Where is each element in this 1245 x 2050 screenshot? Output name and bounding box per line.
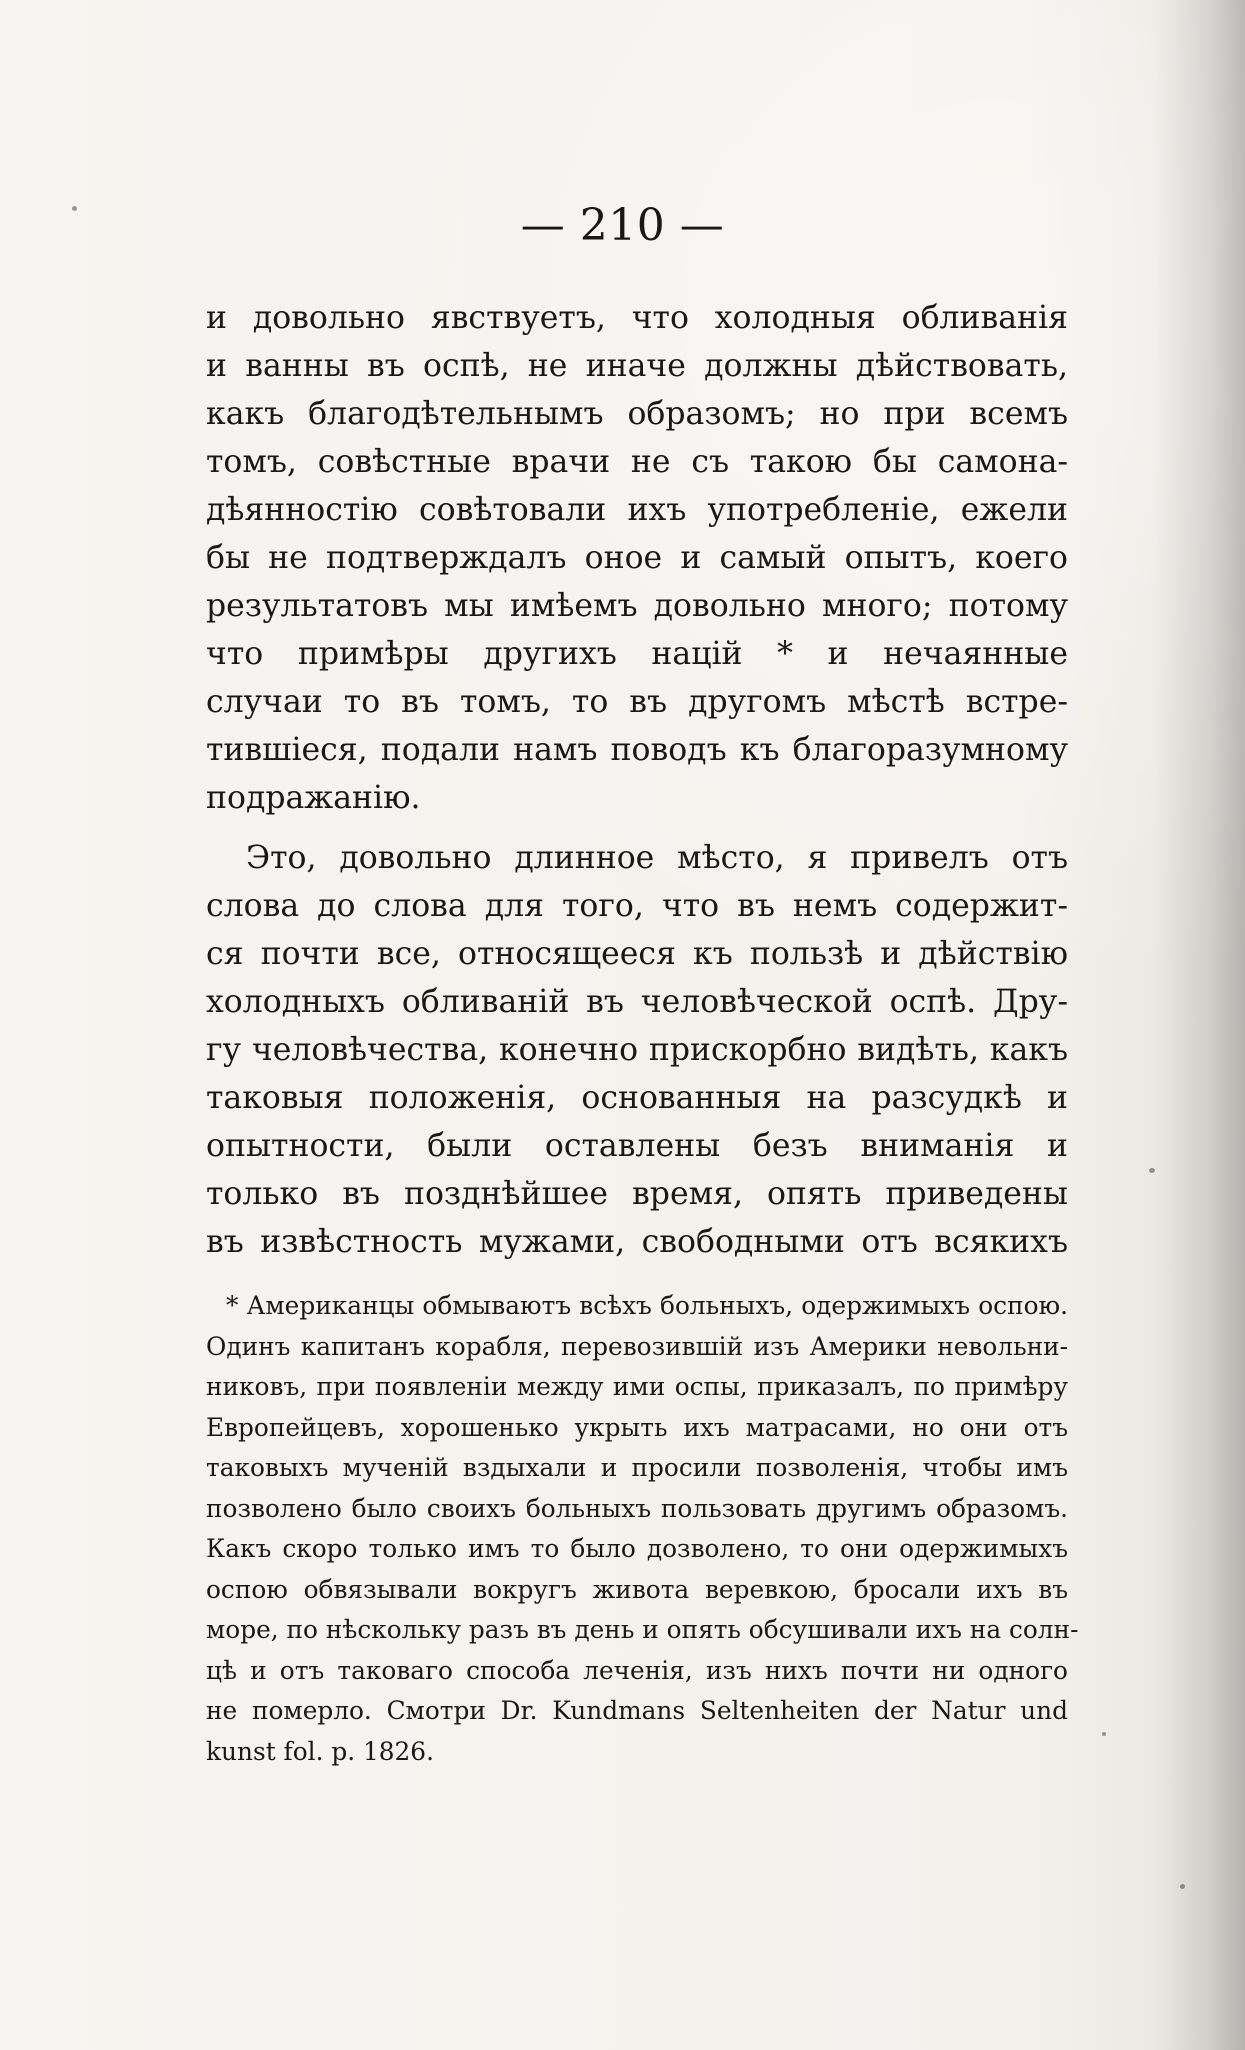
text-line: и ванны въ оспѣ, не иначе должны дѣйствовать, [206, 348, 1068, 384]
paper-speck [1149, 1168, 1155, 1173]
text-line: дѣянностію совѣтовали ихъ употребленіе, ежели [206, 492, 1068, 528]
footnote-line: Одинъ капитанъ корабля, перевозившій изъ Америки невольни- [206, 1331, 1068, 1361]
text-line: томъ, совѣстные врачи не съ такою бы самона- [206, 444, 1068, 480]
text-line: что примѣры другихъ націй * и нечаянные [206, 636, 1068, 672]
text-line: слова до слова для того, что въ немъ содержит- [206, 888, 1068, 924]
footnote-line: kunst fol. p. 1826. [206, 1736, 434, 1766]
text-line: подражанію. [206, 780, 421, 816]
text-line: какъ благодѣтельнымъ образомъ; но при всемъ [206, 396, 1068, 432]
text-line: только въ позднѣйшее время, опять приведены [206, 1176, 1068, 1212]
paper-speck [72, 206, 77, 211]
footnote-line: Европейцевъ, хорошенько укрыть ихъ матрасами, но они отъ [206, 1412, 1068, 1442]
text-line: бы не подтверждалъ оное и самый опытъ, коего [206, 540, 1068, 576]
paragraph-gap [206, 822, 1068, 834]
paper-speck [1102, 1732, 1106, 1736]
footnote-line: Какъ скоро только имъ то было дозволено, то они одержимыхъ [206, 1534, 1068, 1563]
text-line: въ извѣстность мужами, свободными отъ всякихъ [206, 1224, 1068, 1260]
footnote-line: цѣ и отъ таковаго способа леченія, изъ нихъ почти ни одного [206, 1655, 1068, 1685]
paragraph-2 [206, 834, 1068, 1266]
text-line: Это, довольно длинное мѣсто, я привелъ отъ [246, 840, 1068, 876]
page-number: — 210 — [520, 200, 725, 251]
paragraph-1 [206, 294, 1068, 822]
text-line: опытности, были оставлены безъ вниманія и [206, 1128, 1068, 1164]
text-line: случаи то въ томъ, то въ другомъ мѣстѣ встре- [206, 684, 1068, 720]
footnote [206, 1286, 1079, 1772]
text-line: таковыя положенія, основанныя на разсудкѣ и [206, 1080, 1068, 1116]
footnote-line: оспою обвязывали вокругъ живота веревкою, бросали ихъ въ [206, 1574, 1068, 1604]
text-line: и довольно явствуетъ, что холодныя обливанія [206, 300, 1068, 336]
text-line: гу человѣчества, конечно прискорбно видѣть, какъ [206, 1032, 1068, 1068]
footnote-line: море, по нѣскольку разъ въ день и опять обсушивали ихъ на солн- [206, 1615, 1079, 1644]
paper-speck [1180, 1884, 1185, 1889]
footnote-line: таковыхъ мученій вздыхали и просили позволенія, чтобы имъ [206, 1453, 1068, 1482]
text-line: холодныхъ обливаній въ человѣческой оспѣ. Дру- [206, 984, 1068, 1020]
footnote-line: не померло. Смотри Dr. Kundmans Seltenheiten der Natur und [206, 1696, 1068, 1725]
footnote-line: никовъ, при появленіи между ими оспы, приказалъ, по примѣру [206, 1372, 1068, 1401]
footnote-line: позволено было своихъ больныхъ пользовать другимъ образомъ. [206, 1493, 1068, 1523]
page-edge-shadow [1153, 0, 1245, 2050]
text-line: результатовъ мы имѣемъ довольно много; потому [206, 588, 1068, 624]
text-line: ся почти все, относящееся къ пользѣ и дѣйствію [206, 936, 1068, 972]
footnote-line: * Американцы обмываютъ всѣхъ больныхъ, одержимыхъ оспою. [226, 1291, 1068, 1320]
text-line: тившіеся, подали намъ поводъ къ благоразумному [206, 732, 1068, 768]
main-text [206, 294, 1068, 1266]
